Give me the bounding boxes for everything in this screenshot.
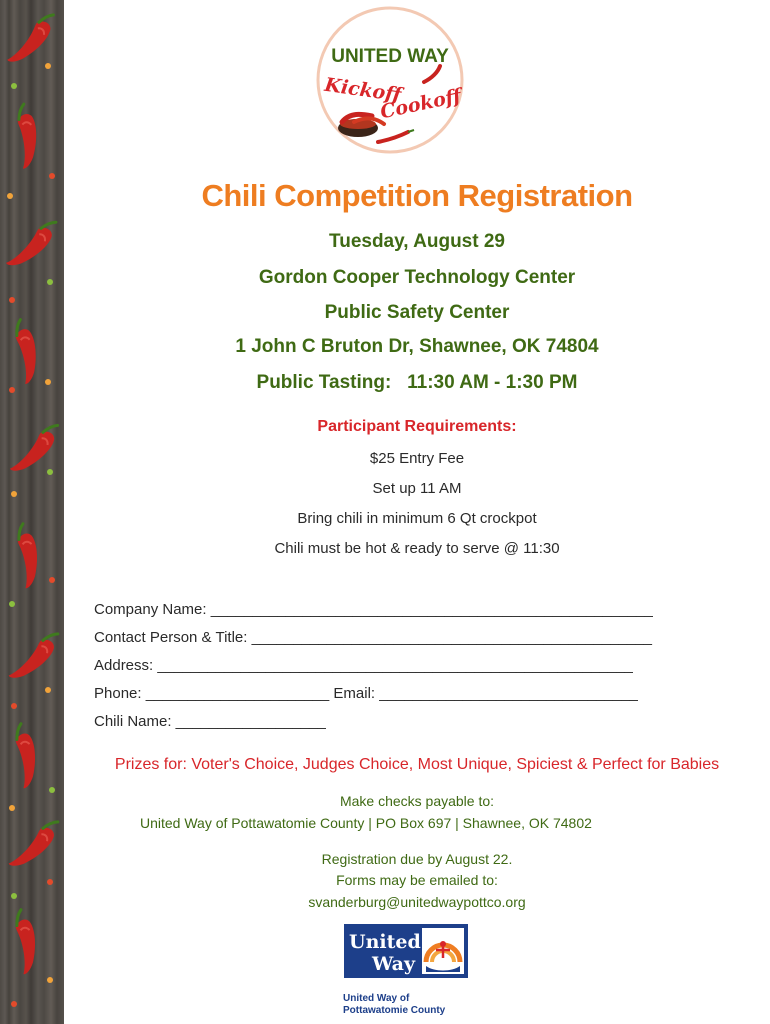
chili-pepper-decoration bbox=[0, 0, 64, 1024]
wood-border-strip bbox=[0, 0, 64, 1024]
registration-form bbox=[94, 596, 744, 736]
payment-instruction: Make checks payable to: bbox=[339, 793, 495, 809]
united-way-logo bbox=[344, 924, 468, 978]
contact-email-link[interactable]: svanderburg@unitedwaypottco.org bbox=[308, 894, 526, 910]
requirement-item: Chili must be hot & ready to serve @ 11:30 bbox=[274, 540, 560, 557]
event-date: Tuesday, August 29 bbox=[329, 231, 505, 252]
event-building: Public Safety Center bbox=[324, 302, 510, 323]
united-way-hand-rainbow-icon bbox=[422, 928, 464, 974]
email-instruction: Forms may be emailed to: bbox=[336, 872, 498, 888]
uw-caption-line2: Pottawatomie County bbox=[343, 1005, 446, 1016]
company-name-field[interactable]: Company Name: _____________________________________________________ bbox=[94, 601, 653, 618]
event-tasting-time: Public Tasting: 11:30 AM - 1:30 PM bbox=[256, 372, 578, 393]
united-way-caption bbox=[343, 993, 445, 1017]
requirement-item: $25 Entry Fee bbox=[369, 450, 465, 467]
contact-person-field[interactable]: Contact Person & Title: ________________________________________________ bbox=[94, 629, 653, 646]
prizes-text: Prizes for: Voter's Choice, Judges Choice, Most Unique, Spiciest & Perfect for Babies bbox=[114, 756, 720, 773]
uw-caption-line1: United Way of bbox=[343, 993, 410, 1004]
phone-field[interactable]: Phone: ______________________ bbox=[94, 685, 330, 702]
requirement-item: Set up 11 AM bbox=[372, 480, 462, 497]
requirement-item: Bring chili in minimum 6 Qt crockpot bbox=[297, 510, 537, 527]
logo-united-way-text: UNITED WAY bbox=[331, 46, 449, 67]
kickoff-cookoff-logo bbox=[314, 4, 466, 156]
email-field[interactable]: Email: _______________________________ bbox=[333, 685, 638, 702]
uw-logo-text-united: United bbox=[349, 931, 421, 953]
logo-cookoff-text: Cookoff bbox=[378, 84, 464, 124]
uw-logo-text-way: Way bbox=[372, 953, 416, 975]
logo-pepper-icon bbox=[424, 66, 440, 82]
page-title: Chili Competition Registration bbox=[201, 178, 633, 213]
chili-name-field[interactable]: Chili Name: __________________ bbox=[94, 713, 326, 730]
logo-kickoff-text: Kickoff bbox=[323, 73, 403, 107]
registration-deadline: Registration due by August 22. bbox=[321, 851, 513, 867]
address-field[interactable]: Address: _________________________________________________________ bbox=[94, 657, 633, 674]
requirements-heading: Participant Requirements: bbox=[317, 418, 517, 435]
event-venue: Gordon Cooper Technology Center bbox=[258, 267, 576, 288]
payment-address: United Way of Pottawatomie County | PO Box 697 | Shawnee, OK 74802 bbox=[140, 815, 592, 831]
event-address: 1 John C Bruton Dr, Shawnee, OK 74804 bbox=[235, 336, 599, 357]
